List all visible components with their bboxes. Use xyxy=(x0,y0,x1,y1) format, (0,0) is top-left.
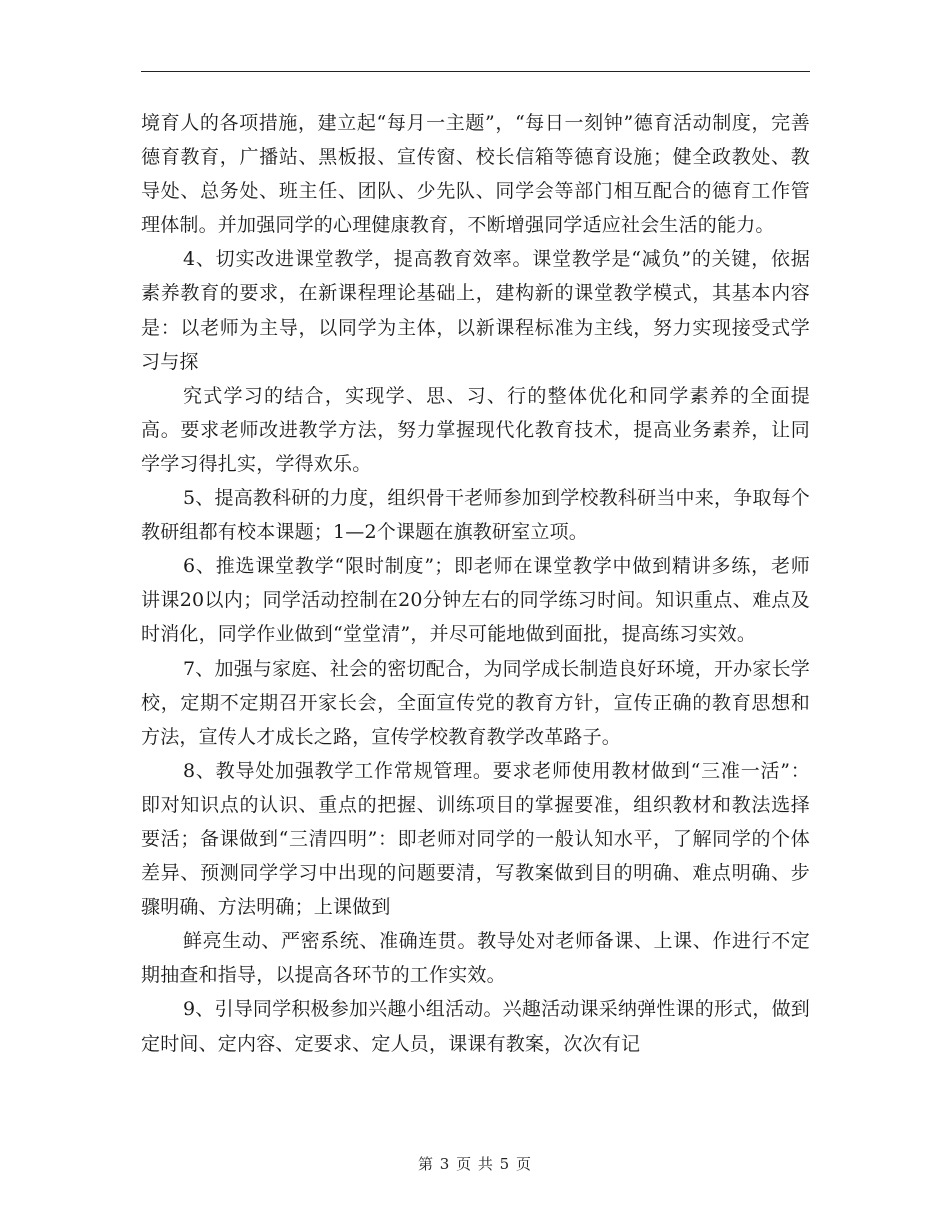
header-rule xyxy=(141,71,810,72)
paragraph: 境育人的各项措施，建立起“每月一主题”，“每日一刻钟”德育活动制度，完善德育教育，广播站、黑板报、宣传窗、校长信箱等德育设施；健全政教处、教导处、总务处、班主任、团队、少先队、同学会等部门相互配合的德育工作管理体制。并加强同学的心理健康教育，不断增强同学适应社会生活的能力。 xyxy=(141,112,810,237)
paragraph: 4、切实改进课堂教学，提高教育效率。课堂教学是“减负”的关键，依据素养教育的要求，在新课程理论基础上，建构新的课堂教学模式，其基本内容是：以老师为主导，以同学为主体，以新课程标准为主线，努力实现接受式学习与探 xyxy=(141,248,810,373)
paragraph: 究式学习的结合，实现学、思、习、行的整体优化和同学素养的全面提高。要求老师改进教学方法，努力掌握现代化教育技术，提高业务素养，让同学学习得扎实，学得欢乐。 xyxy=(141,384,810,475)
paragraph: 6、推选课堂教学“限时制度”；即老师在课堂教学中做到精讲多练，老师讲课20以内；同学活动控制在20分钟左右的同学练习时间。知识重点、难点及时消化，同学作业做到“堂堂清”，并尽可能地做到面批，提高练习实效。 xyxy=(141,555,810,646)
page-number: 第 3 页 共 5 页 xyxy=(418,1155,532,1173)
paragraph: 9、引导同学积极参加兴趣小组活动。兴趣活动课采纳弹性课的形式，做到定时间、定内容、定要求、定人员，课课有教案，次次有记 xyxy=(141,998,810,1055)
body-text xyxy=(141,106,810,1061)
paragraph: 8、教导处加强教学工作常规管理。要求老师使用教材做到“三准一活”：即对知识点的认识、重点的把握、训练项目的掌握要准，组织教材和教法选择要活；备课做到“三清四明”：即老师对同学的一般认知水平，了解同学的个体差异、预测同学学习中出现的问题要清，写教案做到目的明确、难点明确、步骤明确、方法明确；上课做到 xyxy=(141,759,810,919)
paragraph: 鲜亮生动、严密系统、准确连贯。教导处对老师备课、上课、作进行不定期抽查和指导，以提高各环节的工作实效。 xyxy=(141,930,810,987)
paragraph: 5、提高教科研的力度，组织骨干老师参加到学校教科研当中来，争取每个教研组都有校本课题；1—2个课题在旗教研室立项。 xyxy=(141,487,810,544)
paragraph: 7、加强与家庭、社会的密切配合，为同学成长制造良好环境，开办家长学校，定期不定期召开家长会，全面宣传党的教育方针，宣传正确的教育思想和方法，宣传人才成长之路，宣传学校教育教学改革路子。 xyxy=(141,657,810,748)
